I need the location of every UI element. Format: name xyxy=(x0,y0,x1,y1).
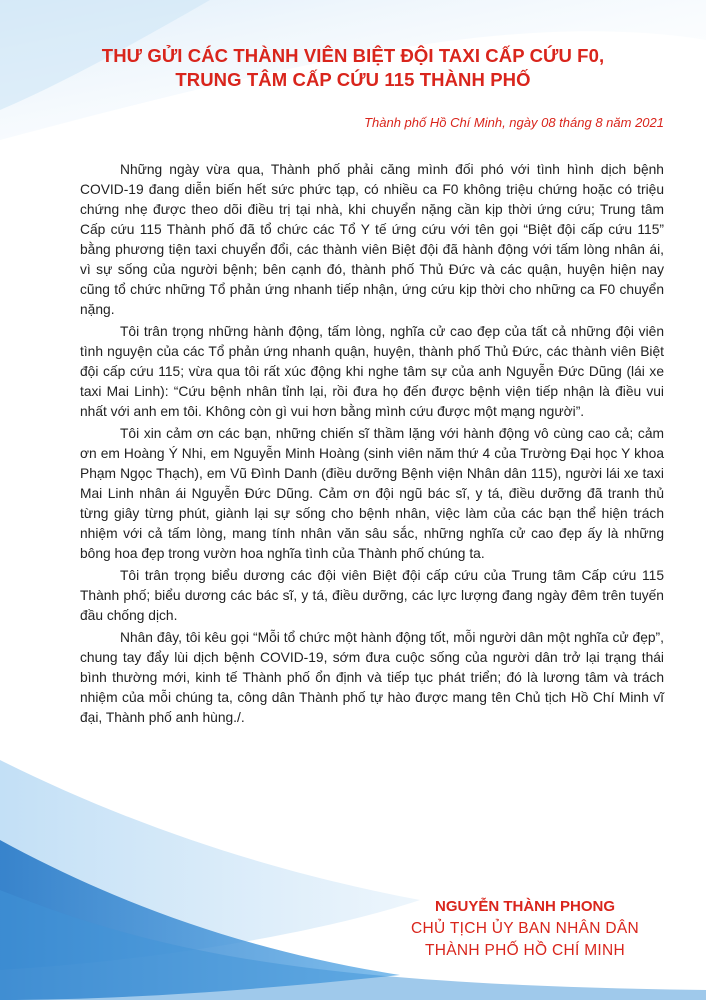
signer-name: NGUYỄN THÀNH PHONG xyxy=(434,898,615,915)
signer-title-line-2: THÀNH PHỐ HỒ CHÍ MINH xyxy=(424,942,626,959)
letter-title xyxy=(60,44,646,92)
paragraph-1: Những ngày vừa qua, Thành phố phải căng mình đối phó với tình hình dịch bệnh COVID-19 đang diễn biến hết sức phức tạp, có nhiều ca F0 không triệu chứng hoặc có triệu chứng nhẹ được theo dõi điều trị tại nhà, khi chuyển nặng cần kịp thời ứng cứu; Trung tâm Cấp cứu 115 Thành phố đã tổ chức các Tổ Y tế ứng cứu với tên gọi “Biệt đội cấp cứu 115” bằng phương tiện taxi chuyển đổi, các thành viên Biệt đội đã hành động với tấm lòng nhân ái, vì sự sống của người bệnh; bên cạnh đó, thành phố Thủ Đức và các quận, huyện hiện nay cũng tổ chức những Tổ phản ứng nhanh tiếp nhận, ứng cứu kịp thời cho những ca F0 chuyển nặng. xyxy=(80,162,664,317)
signature-block xyxy=(400,896,650,962)
paragraph-5: Nhân đây, tôi kêu gọi “Mỗi tổ chức một hành động tốt, mỗi người dân một nghĩa cử đẹp”, chung tay đẩy lùi dịch bệnh COVID-19, sớm đưa cuộc sống của người dân trở lại trạng thái bình thường mới, kinh tế Thành phố ổn định và tiếp tục phát triển; đó là lương tâm và trách nhiệm của mỗi chúng ta, công dân Thành phố tự hào được mang tên Chủ tịch Hồ Chí Minh vĩ đại, Thành phố anh hùng./. xyxy=(80,630,664,725)
paragraph-4: Tôi trân trọng biểu dương các đội viên Biệt đội cấp cứu của Trung tâm Cấp cứu 115 Thành phố; biểu dương các bác sĩ, y tá, điều dưỡng, các lực lượng đang ngày đêm trên tuyến đầu chống dịch. xyxy=(80,568,664,623)
dateline: Thành phố Hồ Chí Minh, ngày 08 tháng 8 năm 2021 xyxy=(364,115,664,130)
letter-body xyxy=(80,160,664,730)
signer-title-line-1: CHỦ TỊCH ỦY BAN NHÂN DÂN xyxy=(411,920,639,937)
title-line-1: THƯ GỬI CÁC THÀNH VIÊN BIỆT ĐỘI TAXI CẤP CỨU F0, xyxy=(101,45,605,66)
paragraph-2: Tôi trân trọng những hành động, tấm lòng, nghĩa cử cao đẹp của tất cả những đội viên tình nguyện của các Tổ phản ứng nhanh quận, huyện, thành phố Thủ Đức, các thành viên Biệt đội cấp cứu 115; vừa qua tôi rất xúc động khi nghe tâm sự của anh Nguyễn Đức Dũng (lái xe taxi Mai Linh): “Cứu bệnh nhân tỉnh lại, rồi đưa họ đến được bệnh viện tiếp nhận là điều vui nhất với anh em tôi. Không còn gì vui hơn bằng mình cứu được một mạng người”. xyxy=(80,324,664,419)
paragraph-3: Tôi xin cảm ơn các bạn, những chiến sĩ thầm lặng với hành động vô cùng cao cả; cảm ơn em Hoàng Ý Nhi, em Nguyễn Minh Hoàng (sinh viên năm thứ 4 của Trường Đại học Y khoa Phạm Ngọc Thạch), em Vũ Đình Danh (điều dưỡng Bệnh viện Nhân dân 115), người lái xe taxi Mai Linh nhân ái Nguyễn Đức Dũng. Cảm ơn đội ngũ bác sĩ, y tá, điều dưỡng đã tranh thủ từng giây từng phút, giành lại sự sống cho bệnh nhân, việc làm của các bạn thể hiện trách nhiệm với cả tấm lòng, mang tính nhân văn sâu sắc, những nghĩa cử cao đẹp ấy là những bông hoa đẹp trong vườn hoa nghĩa tình của Thành phố chúng ta. xyxy=(80,426,664,561)
title-line-2: TRUNG TÂM CẤP CỨU 115 THÀNH PHỐ xyxy=(175,69,531,90)
